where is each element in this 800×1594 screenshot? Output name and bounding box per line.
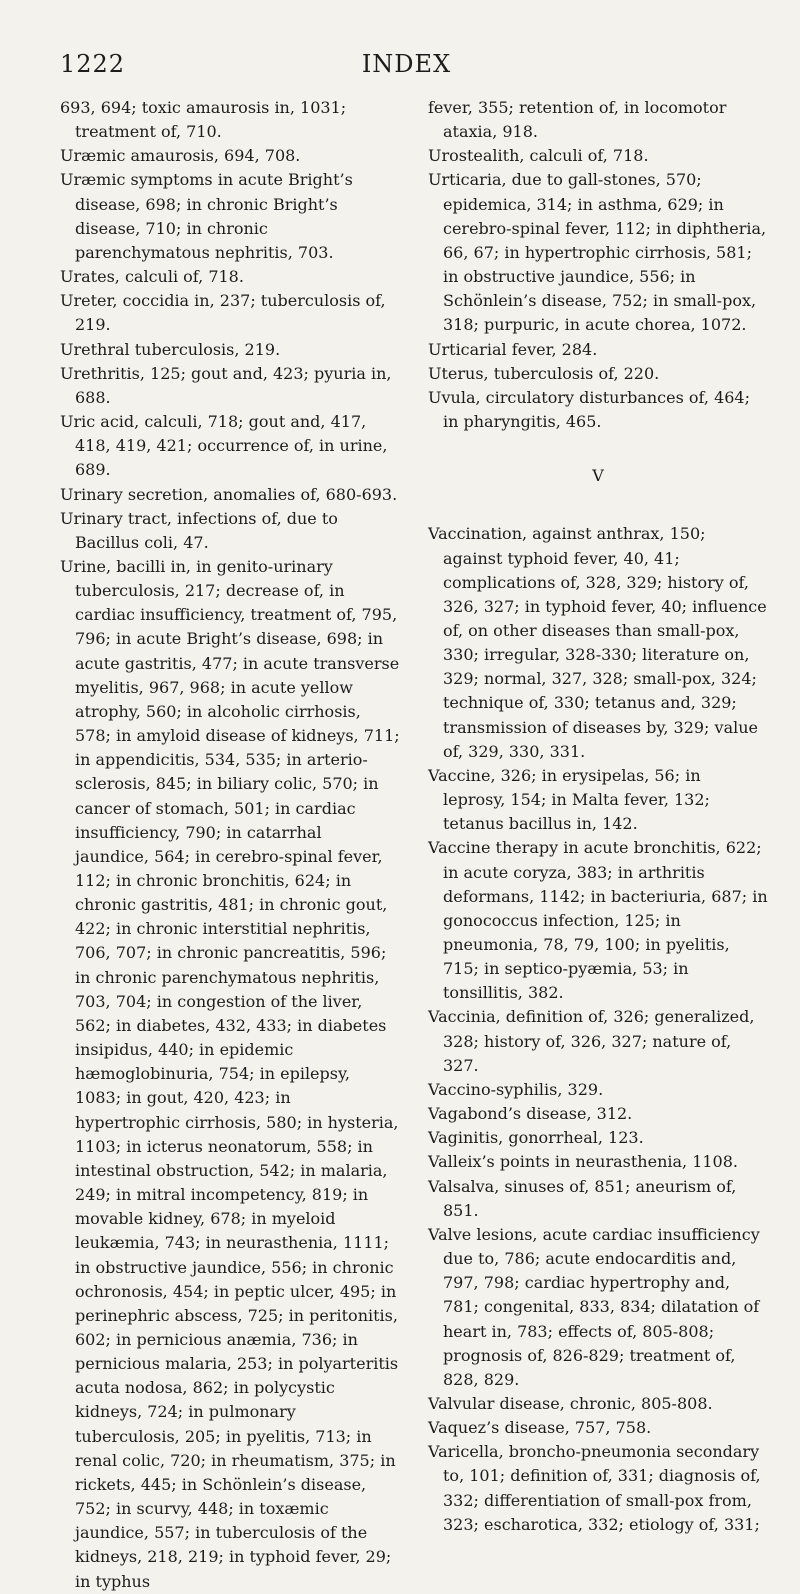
index-entry: Valve lesions, acute cardiac insufficiency due to, 786; acute endocarditis and, 797, 798; cardiac hypertrophy and, 781; congenital, 833, 834; dilatation of heart in, 783; effects of, 805-808; prognosis of, 826-829; treatment of, 828, 829. bbox=[428, 1224, 760, 1389]
right-column bbox=[428, 96, 768, 1537]
index-entry: Urates, calculi of, 718. bbox=[60, 267, 244, 287]
index-entry: Valvular disease, chronic, 805-808. bbox=[428, 1393, 713, 1413]
right-column-v-entries bbox=[428, 522, 768, 1537]
index-entry: Varicella, broncho-pneumonia secondary to, 101; definition of, 331; diagnosis of, 332; differentiation of small-pox from, 323; escharotica, 332; etiology of, 331; bbox=[428, 1442, 761, 1534]
index-entry: Uvula, circulatory disturbances of, 464; in pharyngitis, 465. bbox=[428, 387, 750, 432]
section-letter: V bbox=[592, 466, 604, 486]
index-entry: fever, 355; retention of, in locomotor ataxia, 918. bbox=[428, 98, 727, 142]
page-title: INDEX bbox=[361, 50, 452, 78]
index-entry: Uræmic symptoms in acute Bright’s disease, 698; in chronic Bright’s disease, 710; in chronic parenchymatous nephritis, 703. bbox=[60, 170, 353, 262]
index-entry: Urine, bacilli in, in genito-urinary tuberculosis, 217; decrease of, in cardiac insufficiency, treatment of, 795, 796; in acute Bright’s disease, 698; in acute gastritis, 477; in acute transverse myelitis, 967, 968; in acute yellow atrophy, 560; in alcoholic cirrhosis, 578; in amyloid disease of kidneys, 711; in appendicitis, 534, 535; in arterio-sclerosis, 845; in biliary colic, 570; in cancer of stomach, 501; in cardiac insufficiency, 790; in catarrhal jaundice, 564; in cerebro-spinal fever, 112; in chronic bronchitis, 624; in chronic gastritis, 481; in chronic gout, 422; in chronic interstitial nephritis, 706, 707; in chronic pancreatitis, 596; in chronic parenchymatous nephritis, 703, 704; in congestion of the liver, 562; in diabetes, 432, 433; in diabetes insipidus, 440; in epidemic hæmoglobinuria, 754; in epilepsy, 1083; in gout, 420, 423; in hypertrophic cirrhosis, 580; in hysteria, 1103; in icterus neonatorum, 558; in intestinal obstruction, 542; in malaria, 249; in mitral incompetency, 819; in movable kidney, 678; in myeloid leukæmia, 743; in neurasthenia, 1111; in obstructive jaundice, 556; in chronic ochronosis, 454; in peptic ulcer, 495; in perinephric abscess, 725; in peritonitis, 602; in pernicious anæmia, 736; in pernicious malaria, 253; in polyarteritis acuta nodosa, 862; in polycystic kidneys, 724; in pulmonary tuberculosis, 205; in pyelitis, 713; in renal colic, 720; in rheumatism, 375; in rickets, 445; in Schönlein’s disease, 752; in scurvy, 448; in toxæmic jaundice, 557; in tuberculosis of the kidneys, 218, 219; in typhoid fever, 29; in typhus bbox=[60, 556, 400, 1591]
index-entry: Valsalva, sinuses of, 851; aneurism of, 851. bbox=[428, 1176, 737, 1220]
index-entry: Vaccinia, definition of, 326; generalized, 328; history of, 326, 327; nature of, 327. bbox=[428, 1007, 755, 1075]
index-entry: Vaccine therapy in acute bronchitis, 622; in acute coryza, 383; in arthritis deformans, 1142; in bacteriuria, 687; in gonococcus infection, 125; in pneumonia, 78, 79, 100; in pyelitis, 715; in septico-pyæmia, 53; in tonsillitis, 382. bbox=[428, 838, 768, 1003]
index-entry: Vaccino-syphilis, 329. bbox=[428, 1079, 604, 1099]
right-column-u-entries bbox=[428, 96, 768, 434]
index-entry: Vaquez’s disease, 757, 758. bbox=[428, 1418, 652, 1438]
index-entry: Uterus, tuberculosis of, 220. bbox=[428, 363, 660, 383]
index-entry: Urticarial fever, 284. bbox=[428, 339, 598, 359]
index-entry: Ureter, coccidia in, 237; tuberculosis of, 219. bbox=[60, 291, 386, 335]
index-entry: Urethral tuberculosis, 219. bbox=[60, 339, 281, 359]
index-entry: Urinary secretion, anomalies of, 680-693. bbox=[60, 484, 398, 504]
index-entry: Vagabond’s disease, 312. bbox=[428, 1104, 633, 1124]
index-entry: Uric acid, calculi, 718; gout and, 417, 418, 419, 421; occurrence of, in urine, 689. bbox=[60, 412, 388, 480]
page-number: 1222 bbox=[60, 50, 126, 78]
index-entry: Vaccination, against anthrax, 150; against typhoid fever, 40, 41; complications of, 328, 329; history of, 326, 327; in typhoid fever, 40; influence of, on other diseases than small-pox, 330; irregular, 328-330; literature on, 329; normal, 327, 328; small-pox, 324; technique of, 330; tetanus and, 329; transmission of diseases by, 329; value of, 329, 330, 331. bbox=[428, 524, 767, 761]
left-column bbox=[60, 96, 400, 1594]
index-entry: Vaccine, 326; in erysipelas, 56; in leprosy, 154; in Malta fever, 132; tetanus bacillus in, 142. bbox=[428, 765, 710, 834]
index-entry: Valleix’s points in neurasthenia, 1108. bbox=[428, 1152, 738, 1172]
index-entry: Urethritis, 125; gout and, 423; pyuria in, 688. bbox=[60, 363, 392, 407]
index-entry: Urostealith, calculi of, 718. bbox=[428, 146, 649, 166]
index-entry: Urticaria, due to gall-stones, 570; epidemica, 314; in asthma, 629; in cerebro-spinal fever, 112; in diphtheria, 66, 67; in hypertrophic cirrhosis, 581; in obstructive jaundice, 556; in Schönlein’s disease, 752; in small-pox, 318; purpuric, in acute chorea, 1072. bbox=[428, 170, 767, 335]
index-entry: Vaginitis, gonorrheal, 123. bbox=[428, 1128, 644, 1148]
page-header bbox=[60, 50, 753, 80]
index-entry: Uræmic amaurosis, 694, 708. bbox=[60, 146, 301, 166]
index-entry: 693, 694; toxic amaurosis in, 1031; treatment of, 710. bbox=[60, 98, 347, 142]
index-entry: Urinary tract, infections of, due to Bacillus coli, 47. bbox=[60, 508, 338, 552]
